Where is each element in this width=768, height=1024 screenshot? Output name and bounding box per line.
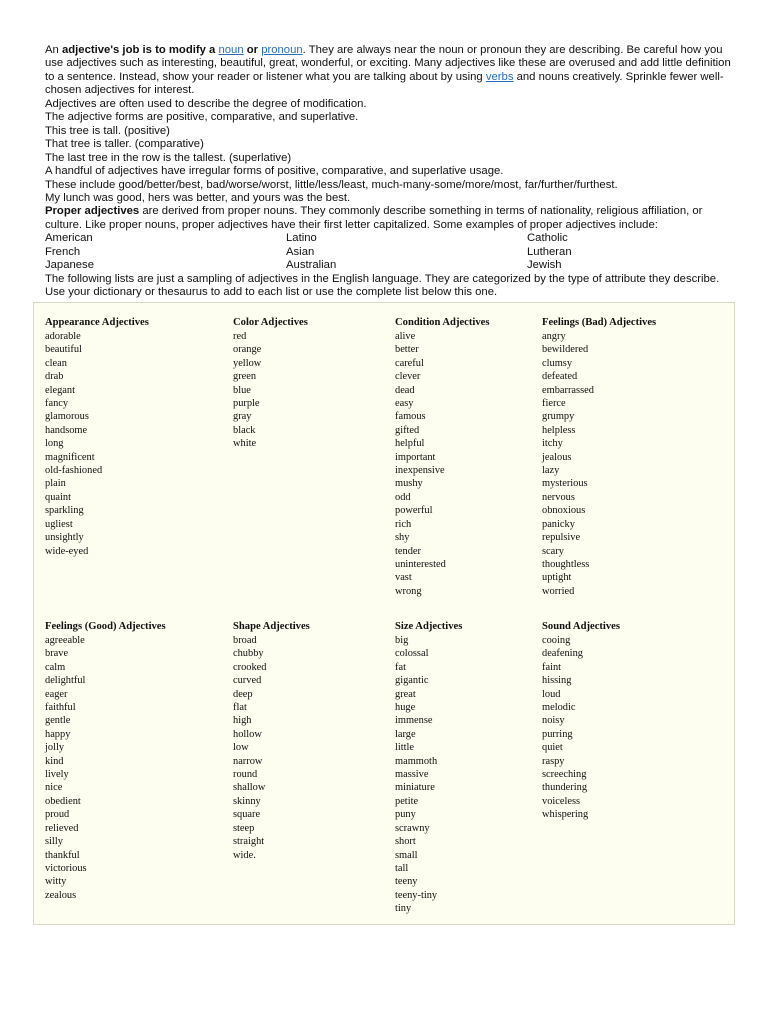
- list-item: proud: [45, 809, 70, 821]
- adjective-lists-row: [45, 316, 734, 598]
- list-item: easy: [395, 398, 414, 410]
- list-item: tall: [395, 862, 409, 874]
- list-item: deafening: [542, 648, 583, 660]
- list-item: hissing: [542, 675, 572, 687]
- size-adjectives-list: [395, 620, 542, 916]
- list-item: massive: [395, 769, 429, 781]
- list-item: whispering: [542, 809, 589, 821]
- list-item: scary: [542, 545, 564, 557]
- list-item: raspy: [542, 755, 565, 767]
- example-item: Japanese: [45, 259, 94, 272]
- list-item: magnificent: [45, 451, 95, 463]
- intro-line: A handful of adjectives have irregular forms of positive, comparative, and superlative usage.: [45, 165, 504, 178]
- example-row: [45, 259, 735, 272]
- list-item: noisy: [542, 715, 565, 727]
- list-item: helpful: [395, 438, 425, 450]
- list-item: big: [395, 635, 409, 646]
- list-item: obnoxious: [542, 505, 586, 517]
- example-item: American: [45, 232, 93, 245]
- example-item: French: [45, 245, 81, 258]
- list-item: voiceless: [542, 795, 581, 807]
- intro-paragraph: [45, 44, 735, 98]
- list-item: deep: [233, 688, 253, 700]
- list-item: beautiful: [45, 344, 82, 356]
- intro-line: The last tree in the row is the tallest. (superlative): [45, 151, 292, 164]
- list-item: flat: [233, 702, 247, 714]
- list-item: thundering: [542, 782, 588, 794]
- list-item: teeny-tiny: [395, 889, 438, 901]
- list-item: handsome: [45, 424, 88, 436]
- list-item: red: [233, 331, 247, 342]
- list-item: lively: [45, 769, 69, 781]
- list-item: rich: [395, 518, 412, 530]
- list-item: immense: [395, 715, 433, 727]
- proper-adjectives-paragraph: [45, 205, 735, 232]
- list-item: adorable: [45, 331, 81, 342]
- intro-text: [45, 44, 735, 300]
- list-item: blue: [233, 384, 251, 396]
- condition-adjectives-list: [395, 316, 542, 598]
- list-item: gigantic: [395, 675, 429, 687]
- list-item: silly: [45, 836, 63, 848]
- list-item: ugliest: [45, 518, 73, 530]
- list-item: cooing: [542, 635, 571, 646]
- list-item: victorious: [45, 862, 87, 874]
- list-item: long: [45, 438, 64, 450]
- list-item: embarrassed: [542, 384, 594, 396]
- intro-line: My lunch was good, hers was better, and yours was the best.: [45, 191, 351, 204]
- example-item: Asian: [286, 245, 315, 258]
- intro-text-run: and nouns creatively. Sprinkle fewer well-chosen adjectives for interest.: [45, 70, 724, 97]
- example-item: Australian: [286, 259, 337, 272]
- noun-link[interactable]: noun: [218, 44, 244, 56]
- list-item: loud: [542, 688, 561, 700]
- list-item: short: [395, 836, 416, 848]
- list-item: fierce: [542, 398, 566, 410]
- list-item: crooked: [233, 661, 267, 673]
- list-item: teeny: [395, 876, 418, 888]
- list-item: elegant: [45, 384, 75, 396]
- list-items: [395, 330, 542, 598]
- list-item: petite: [395, 795, 419, 807]
- list-items: [395, 634, 542, 916]
- list-items: [45, 634, 233, 902]
- list-item: purring: [542, 728, 573, 740]
- verbs-link[interactable]: verbs: [485, 70, 514, 83]
- list-item: clever: [395, 371, 421, 383]
- list-item: relieved: [45, 822, 79, 834]
- degree-examples: [45, 98, 735, 206]
- list-item: plain: [45, 478, 66, 490]
- list-item: panicky: [542, 518, 575, 530]
- list-item: thankful: [45, 849, 80, 861]
- list-item: happy: [45, 728, 71, 740]
- list-item: uptight: [542, 572, 572, 584]
- list-item: drab: [45, 371, 64, 383]
- list-item: curved: [233, 675, 262, 687]
- list-item: alive: [395, 331, 416, 342]
- intro-bold-run: or: [243, 44, 262, 56]
- intro-line: Adjectives are often used to describe the degree of modification.: [45, 97, 367, 110]
- list-item: broad: [233, 635, 257, 646]
- list-item: grumpy: [542, 411, 575, 423]
- list-item: obedient: [45, 795, 81, 807]
- list-heading: Appearance Adjectives: [45, 317, 149, 328]
- list-item: sparkling: [45, 505, 84, 517]
- list-item: gifted: [395, 424, 420, 436]
- list-item: agreeable: [45, 635, 85, 646]
- list-item: white: [233, 438, 257, 450]
- list-item: zealous: [45, 889, 77, 901]
- list-item: puny: [395, 809, 416, 821]
- list-item: vast: [395, 572, 412, 584]
- list-item: round: [233, 769, 258, 781]
- list-item: melodic: [542, 702, 576, 714]
- example-item: Lutheran: [527, 245, 572, 258]
- list-item: better: [395, 344, 419, 356]
- list-item: odd: [395, 491, 411, 503]
- example-row: [45, 232, 735, 245]
- list-item: uninterested: [395, 558, 446, 570]
- list-item: nice: [45, 782, 63, 794]
- list-item: witty: [45, 876, 67, 888]
- list-items: [542, 330, 734, 598]
- list-item: fancy: [45, 398, 69, 410]
- list-item: great: [395, 688, 416, 700]
- list-item: shallow: [233, 782, 266, 794]
- adjective-lists-panel: [33, 302, 735, 925]
- list-item: narrow: [233, 755, 263, 767]
- list-item: old-fashioned: [45, 465, 103, 477]
- list-item: faint: [542, 661, 562, 673]
- list-item: important: [395, 451, 436, 463]
- list-item: chubby: [233, 648, 264, 660]
- list-item: worried: [542, 585, 575, 597]
- list-item: brave: [45, 648, 69, 660]
- list-item: miniature: [395, 782, 435, 794]
- example-item: Jewish: [527, 259, 562, 272]
- list-item: jealous: [542, 451, 572, 463]
- list-item: clumsy: [542, 357, 573, 369]
- list-heading: Size Adjectives: [395, 621, 463, 632]
- list-item: mushy: [395, 478, 423, 490]
- list-item: defeated: [542, 371, 578, 383]
- shape-adjectives-list: [233, 620, 395, 916]
- list-item: clean: [45, 357, 67, 369]
- list-item: eager: [45, 688, 68, 700]
- intro-line: The adjective forms are positive, comparative, and superlative.: [45, 111, 359, 124]
- feelings-good-adjectives-list: [45, 620, 233, 916]
- list-item: nervous: [542, 491, 575, 503]
- example-item: Catholic: [527, 232, 568, 245]
- example-row: [45, 246, 735, 259]
- list-heading: Feelings (Bad) Adjectives: [542, 317, 657, 328]
- list-item: wide-eyed: [45, 545, 89, 557]
- list-items: [542, 634, 734, 822]
- list-item: bewildered: [542, 344, 589, 356]
- pronoun-link[interactable]: pronoun: [261, 44, 303, 56]
- list-item: gray: [233, 411, 252, 423]
- intro-line: These include good/better/best, bad/worse/worst, little/less/least, much-many-some/more/most, far/further/furthest.: [45, 178, 618, 191]
- closing-paragraph: The following lists are just a sampling of adjectives in the English language. They are categorized by the type of attribute they describe. Use your dictionary or thesaurus to add to each list or use the complete list below this one.: [45, 272, 720, 299]
- list-item: faithful: [45, 702, 76, 714]
- list-item: green: [233, 371, 257, 383]
- list-items: [233, 634, 395, 862]
- list-item: tender: [395, 545, 421, 557]
- list-item: colossal: [395, 648, 429, 660]
- list-item: powerful: [395, 505, 433, 517]
- list-item: skinny: [233, 795, 261, 807]
- list-item: quiet: [542, 742, 563, 754]
- list-item: helpless: [542, 424, 576, 436]
- list-items: [233, 330, 395, 451]
- proper-adjectives-term: Proper adjectives: [45, 205, 140, 218]
- list-item: wide.: [233, 849, 256, 861]
- list-item: gentle: [45, 715, 71, 727]
- list-item: little: [395, 742, 415, 754]
- list-item: thoughtless: [542, 558, 590, 570]
- list-item: screeching: [542, 769, 587, 781]
- list-heading: Sound Adjectives: [542, 621, 620, 632]
- list-item: orange: [233, 344, 262, 356]
- list-heading: Shape Adjectives: [233, 621, 310, 632]
- list-item: mysterious: [542, 478, 588, 490]
- list-items: [45, 330, 233, 558]
- list-item: angry: [542, 331, 566, 342]
- list-item: purple: [233, 398, 260, 410]
- intro-line: This tree is tall. (positive): [45, 124, 170, 137]
- list-item: inexpensive: [395, 465, 445, 477]
- list-item: straight: [233, 836, 265, 848]
- list-item: lazy: [542, 465, 560, 477]
- intro-line: That tree is taller. (comparative): [45, 138, 204, 151]
- list-item: kind: [45, 755, 64, 767]
- list-heading: Feelings (Good) Adjectives: [45, 621, 166, 632]
- list-item: large: [395, 728, 416, 740]
- example-item: Latino: [286, 232, 317, 245]
- proper-adjectives-text: are derived from proper nouns. They commonly describe something in terms of nationality, religious affiliation, or culture. Like proper nouns, proper adjectives have their first letter capitalized. Some examples of proper adjectives include:: [45, 205, 703, 231]
- list-item: small: [395, 849, 418, 861]
- list-item: wrong: [395, 585, 422, 597]
- appearance-adjectives-list: [45, 316, 233, 598]
- intro-bold-run: adjective's job is to modify a: [61, 44, 219, 56]
- list-item: jolly: [45, 742, 65, 754]
- list-item: high: [233, 715, 252, 727]
- list-item: quaint: [45, 491, 71, 503]
- list-item: mammoth: [395, 755, 438, 767]
- list-item: steep: [233, 822, 255, 834]
- list-item: square: [233, 809, 261, 821]
- intro-text-run: An: [45, 44, 62, 56]
- list-item: dead: [395, 384, 415, 396]
- list-item: glamorous: [45, 411, 89, 423]
- list-item: scrawny: [395, 822, 430, 834]
- list-item: huge: [395, 702, 416, 714]
- feelings-bad-adjectives-list: [542, 316, 734, 598]
- sound-adjectives-list: [542, 620, 734, 916]
- list-item: careful: [395, 357, 424, 369]
- adjective-lists-row: [45, 620, 734, 916]
- list-item: delightful: [45, 675, 86, 687]
- proper-adjective-examples: [45, 232, 735, 272]
- list-item: itchy: [542, 438, 563, 450]
- color-adjectives-list: [233, 316, 395, 598]
- list-item: famous: [395, 411, 426, 423]
- list-item: hollow: [233, 728, 262, 740]
- list-heading: Color Adjectives: [233, 317, 308, 328]
- list-item: yellow: [233, 357, 262, 369]
- list-item: low: [233, 742, 249, 754]
- list-item: calm: [45, 661, 66, 673]
- list-item: tiny: [395, 903, 412, 915]
- intro-text-run: . They are always near the noun or pronoun they are describing. Be careful how you use adjectives such as interesting, beautiful, great, wonderful, or exciting. Many adjectives like these are overused and add little definition to a sentence. Instead, show your reader or listener what you are talking about by using: [45, 44, 731, 83]
- list-item: unsightly: [45, 532, 84, 544]
- list-item: black: [233, 424, 256, 436]
- list-item: fat: [395, 661, 406, 673]
- list-heading: Condition Adjectives: [395, 317, 490, 328]
- list-item: repulsive: [542, 532, 581, 544]
- list-item: shy: [395, 532, 410, 544]
